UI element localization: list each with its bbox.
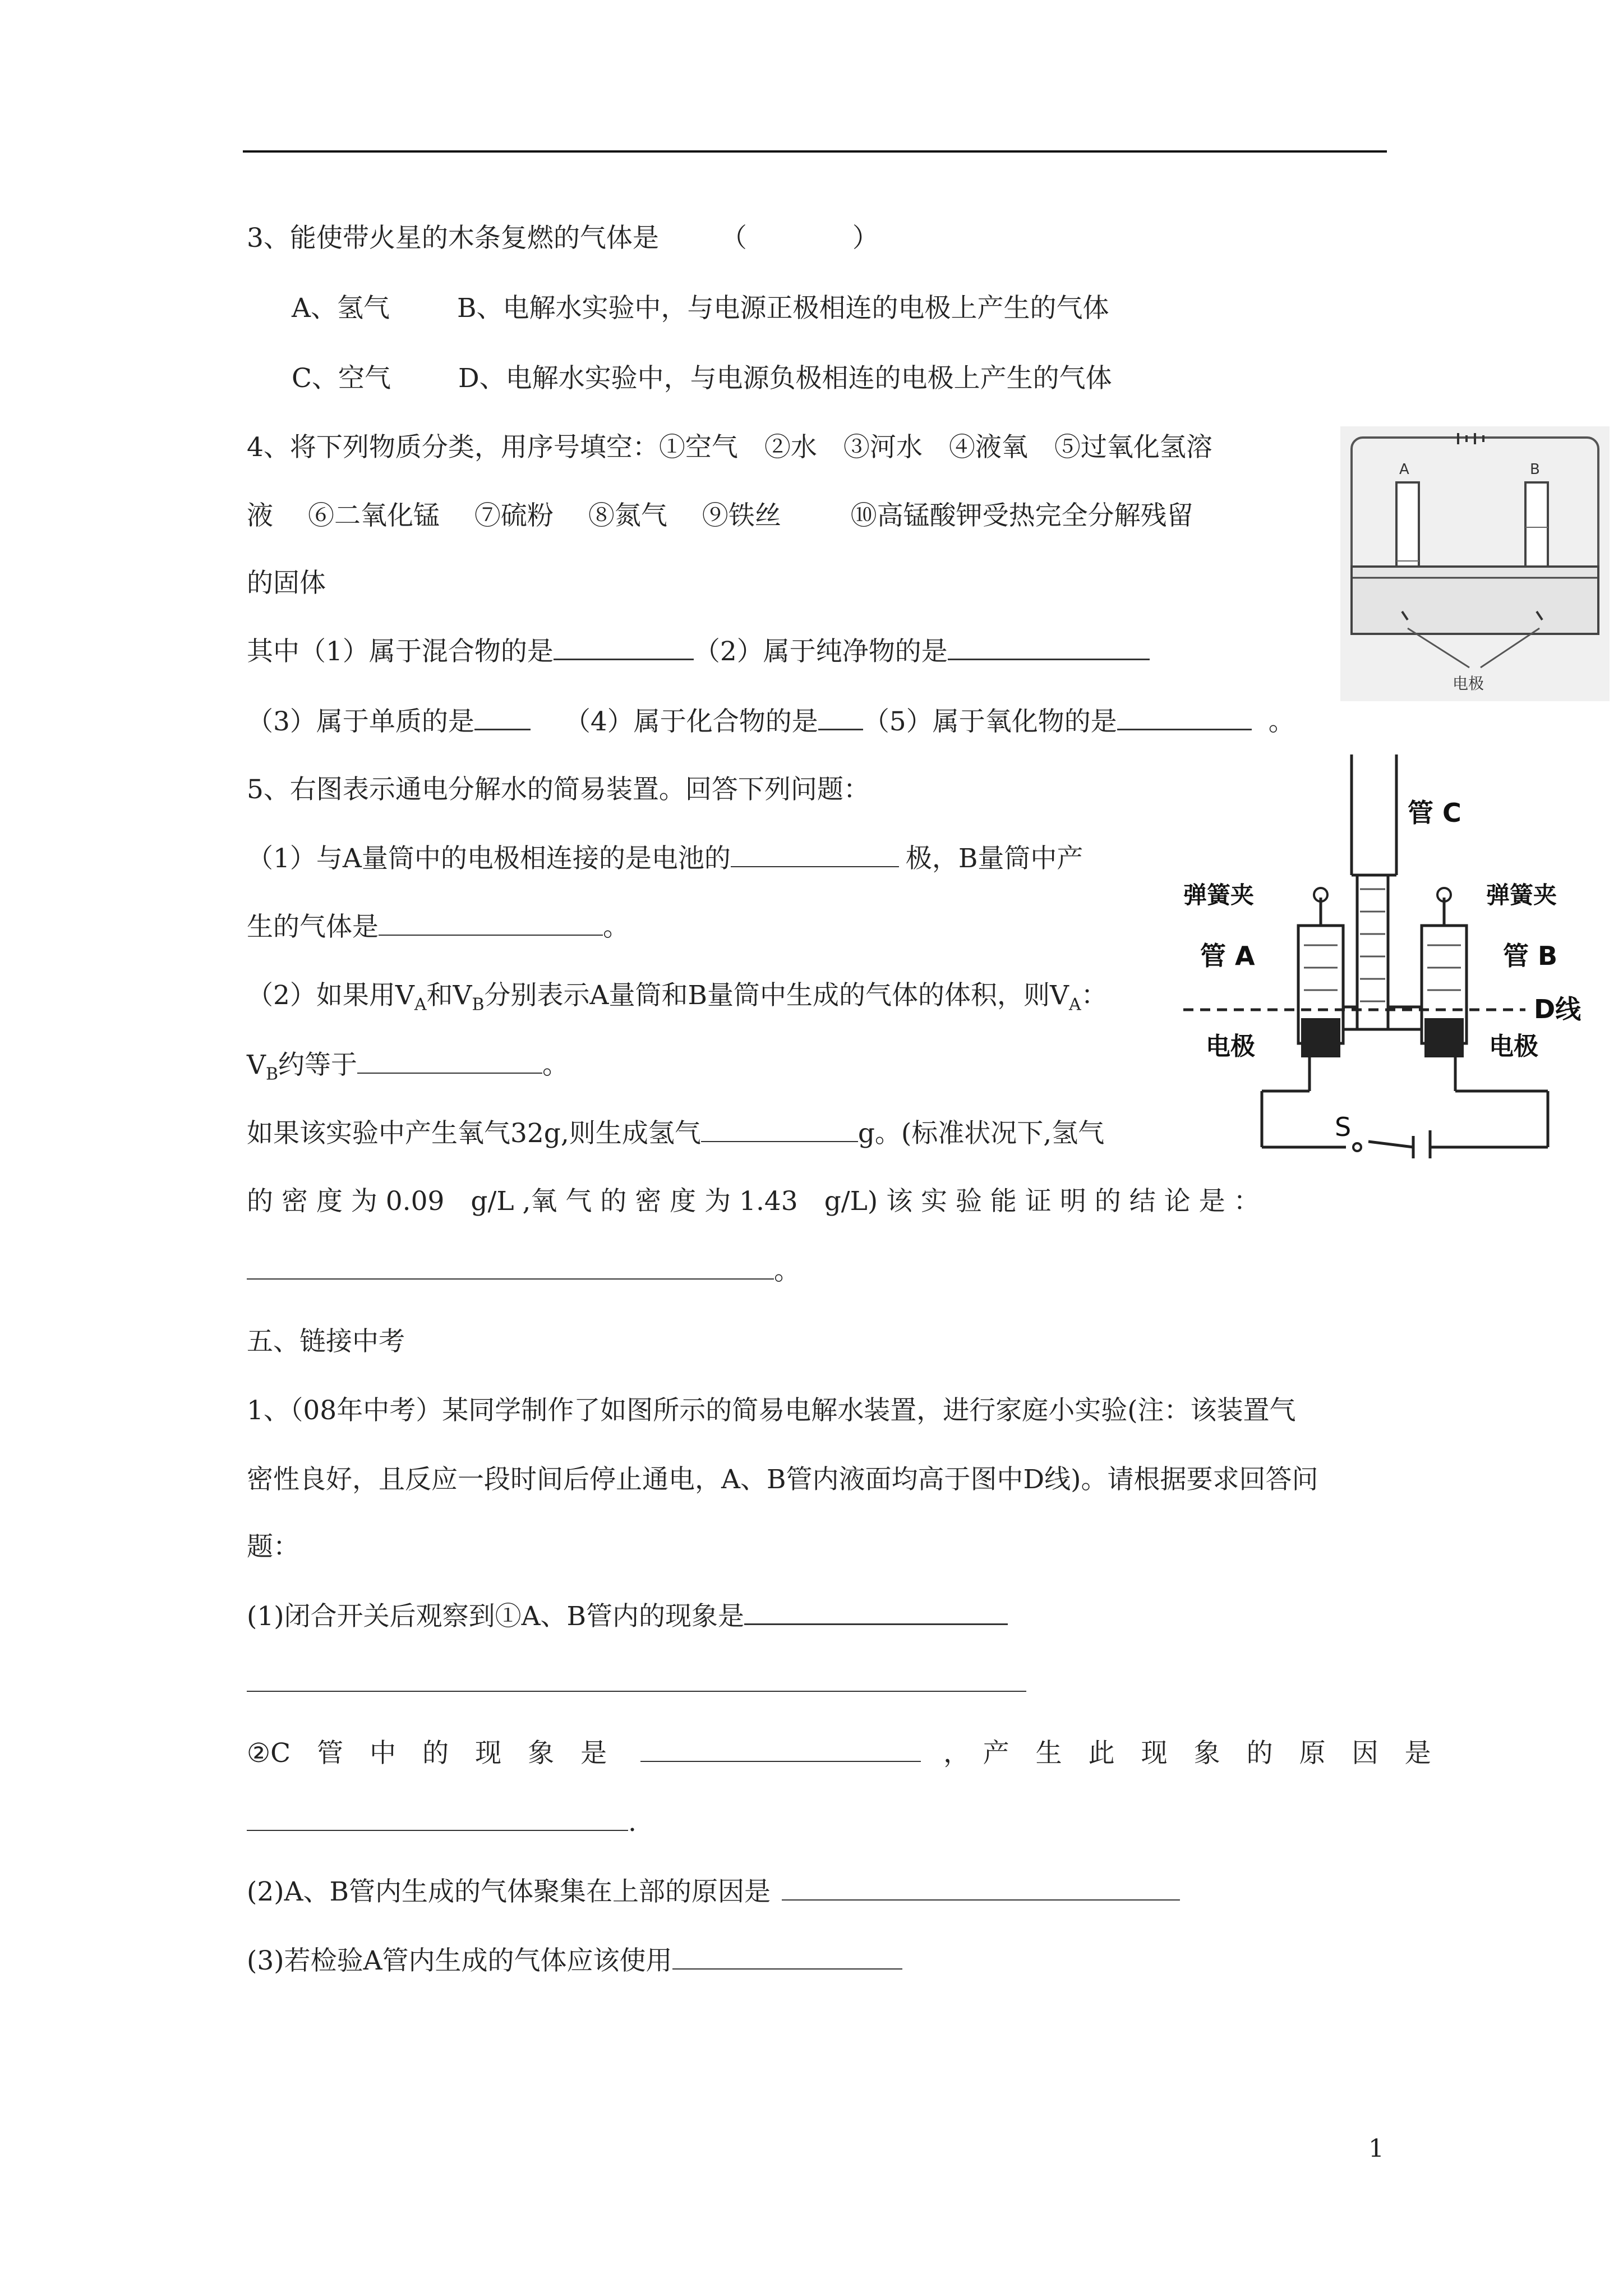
- section5-s1-line: [247, 1599, 1008, 1634]
- q5-p2-sub-a: A: [414, 995, 427, 1015]
- q3-options-ab: [292, 292, 1109, 325]
- figure2-tube-b-label: 管 B: [1503, 941, 1558, 971]
- q4-sub2: （2）属于纯净物的是: [693, 636, 948, 667]
- q5-p2-blank-ratio[interactable]: [357, 1048, 542, 1074]
- section5-s3-blank[interactable]: [782, 1875, 1180, 1901]
- q4-sub3: （3）属于单质的是: [247, 706, 474, 737]
- section5-q1-line3: 题：: [247, 1531, 299, 1562]
- q5-p2c: 分别表示A量筒和B量筒中生成的气体的体积，则V: [484, 980, 1069, 1011]
- q5-part3-line3: [247, 1254, 800, 1288]
- electrolysis-figure-1: [1340, 426, 1610, 701]
- q3-stem: 3、能使带火星的木条复燃的气体是: [247, 223, 659, 254]
- figure2-tube-c-label: 管 C: [1408, 798, 1461, 828]
- q5-p3a: 如果该实验中产生氧气32g,则生成氢气: [247, 1118, 701, 1149]
- page-number: 1: [1368, 2134, 1384, 2163]
- figure1-label-a: A: [1399, 461, 1409, 478]
- section5-s2-blank-reason[interactable]: [247, 1805, 628, 1831]
- q5-p5: 。: [774, 1255, 800, 1286]
- q5-p2a: （2）如果用V: [247, 980, 414, 1011]
- section5-s4: (3)若检验A管内生成的气体应该使用: [247, 1945, 672, 1976]
- figure2-clip-left-label: 弹簧夹: [1183, 881, 1255, 909]
- section5-s1-blank[interactable]: [744, 1599, 1008, 1625]
- q5-p2g: 。: [542, 1050, 569, 1080]
- q5-p2f: 约等于: [278, 1050, 357, 1080]
- q5-p3-blank-hydrogen[interactable]: [701, 1116, 858, 1142]
- q5-p1-blank-gas[interactable]: [379, 910, 603, 936]
- section5-s2b: ， 产 生 此 现 象 的 原 因 是: [943, 1738, 1431, 1769]
- section5-q1-line1: 1、（08年中考）某同学制作了如图所示的简易电解水装置，进行家庭小实验(注：该装置气: [247, 1395, 1296, 1426]
- figure2-electrode-left-label: 电极: [1206, 1032, 1255, 1061]
- section5-s4-line: [247, 1944, 902, 1978]
- q5-p2b: 和V: [426, 980, 472, 1011]
- q5-p1a: （1）与A量筒中的电极相连接的是电池的: [247, 843, 731, 874]
- q4-line-1: 4、将下列物质分类，用序号填空：①空气 ②水 ③河水 ④液氧 ⑤过氧化氢溶: [247, 432, 1212, 463]
- figure1-label-b: B: [1530, 461, 1540, 478]
- q4-subquestions-row2: [247, 704, 1295, 739]
- section5-s2-continuation: [247, 1805, 637, 1839]
- q4-sub4: （4）属于化合物的是: [564, 706, 818, 737]
- section5-title: 五、链接中考: [247, 1326, 405, 1357]
- q5-p1d: 。: [603, 912, 629, 942]
- q5-p2-sub-b: B: [472, 995, 485, 1015]
- section5-s1: (1)闭合开关后观察到①A、B管内的现象是: [247, 1601, 745, 1632]
- q5-p3-blank-conclusion[interactable]: [247, 1254, 774, 1280]
- electrolysis-figure-2: [1166, 754, 1593, 1158]
- section5-s4-blank[interactable]: [672, 1944, 902, 1970]
- q4-line-3: 的固体: [247, 568, 326, 599]
- q5-part2-line2: [247, 1048, 569, 1091]
- q5-part3-line1: [247, 1116, 1104, 1151]
- q5-part1-line1: [247, 841, 1083, 876]
- q4-sub2-blank[interactable]: [948, 634, 1150, 660]
- q5-part1-line2: [247, 910, 629, 944]
- q4-subquestions-row1: [247, 634, 1150, 669]
- q3-option-c: C、空气: [292, 363, 391, 394]
- section5-s2-line: [247, 1736, 1431, 1770]
- q4-sub1-blank[interactable]: [554, 634, 694, 660]
- q3-option-b: B、电解水实验中，与电源正极相连的电极上产生的气体: [457, 293, 1109, 324]
- section5-q1-line2: 密性良好，且反应一段时间后停止通电，A、B管内液面均高于图中D线)。请根据要求回答问: [247, 1464, 1318, 1495]
- section5-s1-blank-2[interactable]: [247, 1666, 1026, 1692]
- q3-stem-line: [247, 222, 879, 255]
- figure2-switch-label: S: [1335, 1112, 1352, 1142]
- figure2-electrode-right-label: 电极: [1489, 1032, 1538, 1061]
- section5-s2c: .: [628, 1807, 637, 1838]
- q5-p3b: g。(标准状况下,氢气: [857, 1118, 1105, 1149]
- section5-s3: (2)A、B管内生成的气体聚集在上部的原因是: [247, 1876, 771, 1907]
- section5-s2-blank-phenomenon[interactable]: [640, 1736, 921, 1762]
- q3-options-cd: [292, 362, 1112, 395]
- q4-sub1: 其中（1）属于混合物的是: [247, 636, 554, 667]
- q5-part3-line2: 的 密 度 为 0.09 g/L ,氧 气 的 密 度 为 1.43 g/L) 该 实 验 能 证 明 的 结 论 是 ：: [247, 1186, 1260, 1217]
- q4-sub5-blank[interactable]: [1117, 704, 1252, 730]
- q5-p1-blank-pole[interactable]: [731, 841, 899, 867]
- q4-line-2: 液 ⑥二氧化锰 ⑦硫粉 ⑧氮气 ⑨铁丝 ⑩高锰酸钾受热完全分解残留: [247, 500, 1193, 531]
- q4-sub4-blank[interactable]: [818, 704, 863, 730]
- figure1-caption: 电极: [1453, 674, 1484, 693]
- figure2-clip-right-label: 弹簧夹: [1486, 881, 1557, 909]
- q3-answer-paren: （ ）: [720, 223, 879, 254]
- q5-p2-sub-c: A: [1068, 995, 1081, 1015]
- q5-p2e: V: [247, 1050, 266, 1080]
- section5-s3-line: [247, 1875, 1180, 1909]
- q5-part2-line1: [247, 979, 1108, 1022]
- q5-p2d: ：: [1081, 980, 1108, 1011]
- q5-p1b: 极，B量筒中产: [905, 843, 1083, 874]
- q5-intro: 5、右图表示通电分解水的简易装置。回答下列问题：: [247, 774, 870, 805]
- q4-end: 。: [1268, 706, 1295, 737]
- q5-p2-sub-d: B: [265, 1064, 278, 1084]
- q3-option-d: D、电解水实验中，与电源负极相连的电极上产生的气体: [458, 363, 1112, 394]
- section5-s1-continuation: [247, 1666, 1026, 1700]
- q4-sub3-blank[interactable]: [474, 704, 531, 730]
- q5-p1c: 生的气体是: [247, 912, 379, 942]
- section5-s2a: ②C 管 中 的 现 象 是: [247, 1738, 607, 1769]
- electrolysis-figure-2-drawing: [1166, 754, 1593, 1158]
- figure2-tube-a-label: 管 A: [1200, 941, 1255, 971]
- q4-sub5: （5）属于氧化物的是: [863, 706, 1117, 737]
- header-rule: [243, 150, 1387, 153]
- figure2-d-line-label: D线: [1534, 994, 1581, 1024]
- electrolysis-figure-1-drawing: [1340, 426, 1610, 701]
- q3-option-a: A、氢气: [292, 293, 390, 324]
